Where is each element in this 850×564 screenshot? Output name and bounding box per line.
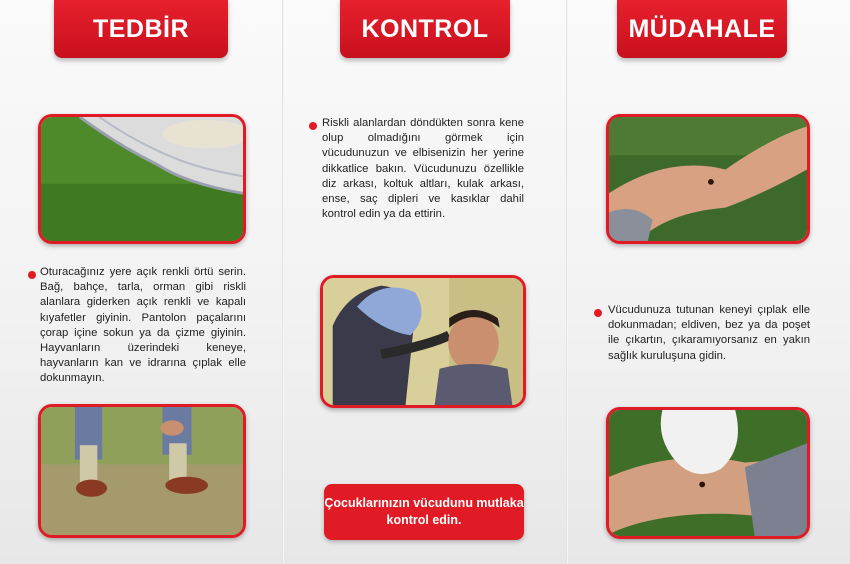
kontrol-text: Riskli alanlardan döndükten sonra kene olup olmadığını görmek için vücudunuzun ve elbisenizin her yerine dikkatlice bakın. Vücudunuzu özellikle diz arkası, koltuk altları, kulak arkası, ense, saç dipleri ve kasıklar dahil kontrol edin ya da ettirin. — [322, 117, 524, 221]
tick-removal-photo — [606, 407, 810, 539]
tab-tedbir: TEDBİR — [54, 0, 228, 58]
tedbir-text: Oturacağınız yere açık renkli örtü serin. Bağ, bahçe, tarla, orman gibi riskli alanlara giderken açık renkli ve kapalı kıyafetler giyinin. Pantolon paçalarını çorap içine sokun ya da çizme giyinin. Hayvanların üzerindeki keneye, hayvanların kan ve idrarına çıplak elle dokunmayın. — [40, 266, 246, 385]
blanket-on-grass-photo — [38, 114, 246, 244]
tab-kontrol: KONTROL — [340, 0, 510, 58]
socks-over-trousers-photo — [38, 404, 246, 538]
bullet-dot — [28, 271, 36, 279]
bullet-dot — [594, 309, 602, 317]
check-children-callout: Çocuklarınızın vücudunu mutlaka kontrol edin. — [324, 484, 524, 540]
checking-child-photo — [320, 275, 526, 408]
mudahale-text: Vücudunuza tutunan keneyi çıplak elle dokunmadan; eldiven, bez ya da poşet ile çıkartın, çıkaramıyorsanız en yakın sağlık kuruluşuna gidin. — [608, 304, 810, 362]
bullet-dot — [309, 122, 317, 130]
tab-mudahale: MÜDAHALE — [617, 0, 787, 58]
tick-on-arm-photo — [606, 114, 810, 244]
